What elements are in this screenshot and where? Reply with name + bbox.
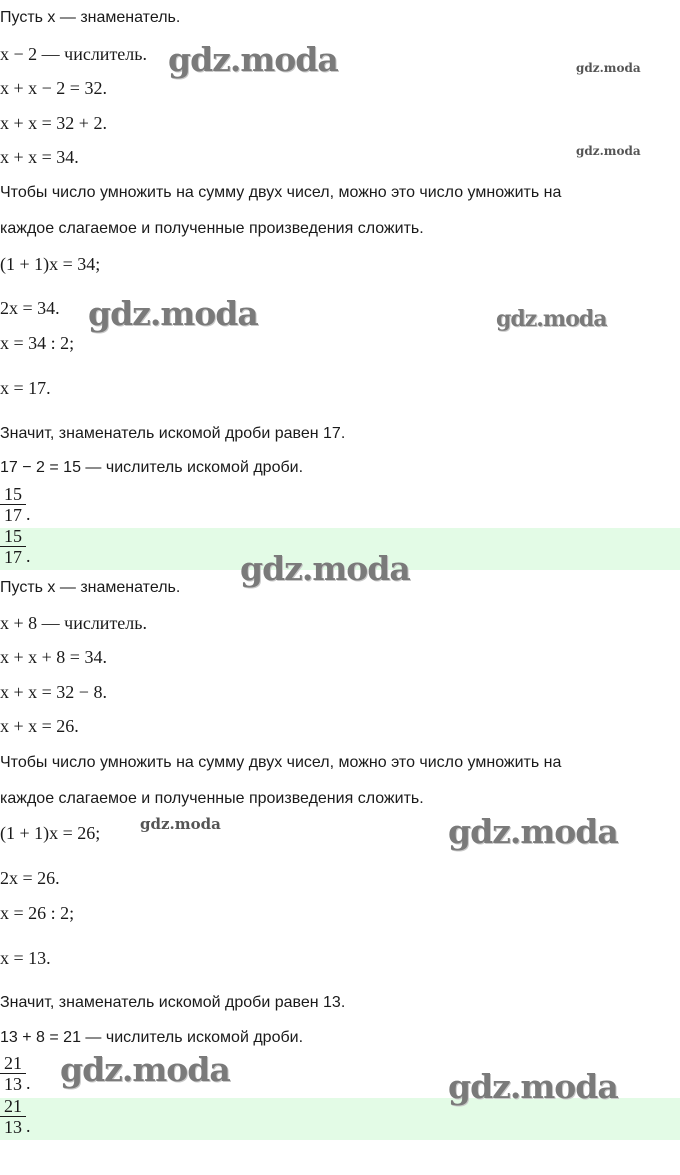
watermark-logo: gdz.moda — [88, 294, 258, 333]
p2-numerator-line: 13 + 8 = 21 — числитель искомой дроби. — [0, 1029, 304, 1046]
watermark-logo: gdz.moda — [168, 40, 338, 79]
p1-numerator-line: 17 − 2 = 15 — числитель искомой дроби. — [0, 459, 304, 476]
p1-fraction — [0, 484, 31, 525]
p1-line-6: (1 + 1)x = 34; — [0, 254, 101, 274]
p1-answer-fraction — [0, 526, 31, 570]
p1-rule-line-1: Чтобы число умножить на сумму двух чисел, можно это число умножить на — [0, 184, 562, 201]
p2-answer-numerator: 21 — [4, 1096, 22, 1116]
p2-fraction-denominator: 13 — [4, 1074, 22, 1094]
period: . — [26, 1073, 31, 1093]
p1-rule-line-2: каждое слагаемое и полученные произведения сложить. — [0, 220, 424, 237]
watermark-logo: gdz.moda — [448, 1067, 618, 1106]
p2-conclusion: Значит, знаменатель искомой дроби равен 13. — [0, 994, 346, 1011]
watermark-logo: gdz.moda — [140, 815, 221, 833]
p2-line-6: (1 + 1)x = 26; — [0, 823, 101, 843]
p2-fraction-numerator: 21 — [4, 1053, 22, 1073]
watermark-logo: gdz.moda — [448, 812, 618, 851]
period: . — [26, 504, 31, 524]
watermark-logo: gdz.moda — [60, 1050, 230, 1089]
watermark-logo: gdz.moda — [576, 144, 641, 158]
p2-line-3: x + x + 8 = 34. — [0, 647, 107, 667]
watermark-logo: gdz.moda — [240, 549, 410, 588]
p1-line-1: Пусть x — знаменатель. — [0, 9, 181, 26]
p1-line-4: x + x = 32 + 2. — [0, 113, 107, 133]
period: . — [26, 546, 31, 566]
p2-line-1: Пусть x — знаменатель. — [0, 579, 181, 596]
p1-fraction-denominator: 17 — [4, 505, 22, 525]
period: . — [26, 1116, 31, 1136]
p1-fraction-numerator: 15 — [4, 484, 22, 504]
p2-line-7: 2x = 26. — [0, 868, 60, 888]
p2-line-8: x = 26 : 2; — [0, 903, 75, 923]
p2-answer-fraction — [0, 1096, 31, 1140]
p1-conclusion: Значит, знаменатель искомой дроби равен 17. — [0, 425, 346, 442]
p1-line-7: 2x = 34. — [0, 298, 60, 318]
p1-line-2: x − 2 — числитель. — [0, 44, 147, 64]
p2-line-5: x + x = 26. — [0, 716, 79, 736]
watermark-logo: gdz.moda — [576, 61, 641, 75]
p2-rule-line-2: каждое слагаемое и полученные произведения сложить. — [0, 790, 424, 807]
p1-answer-numerator: 15 — [4, 526, 22, 546]
watermark-logo: gdz.moda — [496, 306, 607, 332]
p1-answer-denominator: 17 — [4, 547, 22, 567]
p1-line-9: x = 17. — [0, 378, 51, 398]
p2-line-4: x + x = 32 − 8. — [0, 682, 107, 702]
p2-line-2: x + 8 — числитель. — [0, 613, 147, 633]
p2-answer-denominator: 13 — [4, 1117, 22, 1137]
p2-rule-line-1: Чтобы число умножить на сумму двух чисел, можно это число умножить на — [0, 754, 562, 771]
p1-line-8: x = 34 : 2; — [0, 333, 75, 353]
p2-fraction — [0, 1053, 31, 1094]
p1-line-5: x + x = 34. — [0, 147, 79, 167]
p2-line-9: x = 13. — [0, 948, 51, 968]
p1-line-3: x + x − 2 = 32. — [0, 78, 107, 98]
